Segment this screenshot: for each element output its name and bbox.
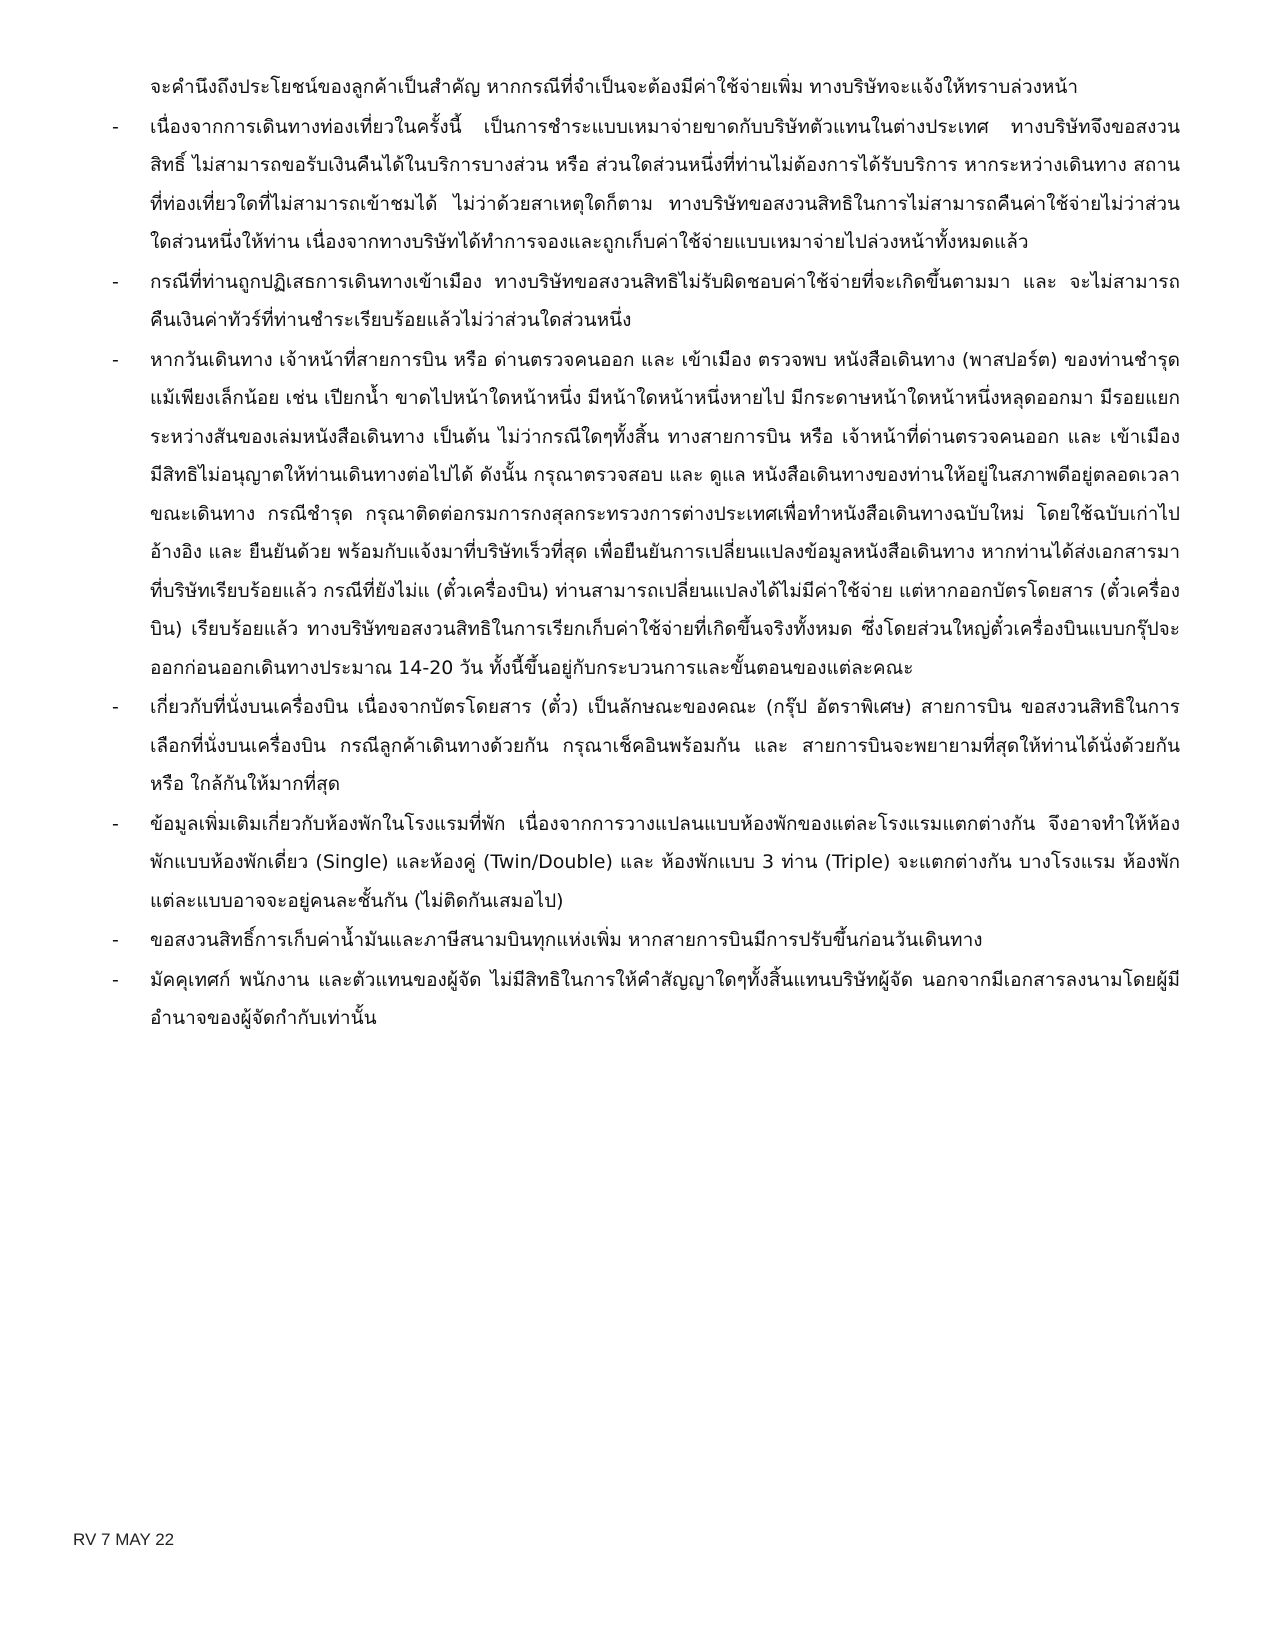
paragraph-text: เกี่ยวกับที่นั่งบนเครื่องบิน เนื่องจากบัตรโดยสาร (ตั๋ว) เป็นลักษณะของคณะ (กรุ๊ป อัตราพิเศษ) สายการบิน ขอสงวนสิทธิในการเลือกที่นั่งบนเครื่องบิน กรณีลูกค้าเดินทางด้วยกัน กรุณาเช็คอินพร้อมกัน และ สายการบินจะพยายามที่สุดให้ท่านได้นั่งด้วยกัน หรือ ใกล้กันให้มากที่สุด: [150, 696, 1180, 795]
list-item-seating: [112, 688, 1180, 804]
paragraph-continuation: [112, 68, 1180, 107]
paragraph-text: มัคคุเทศก์ พนักงาน และตัวแทนของผู้จัด ไม่มีสิทธิในการให้คำสัญญาใดๆทั้งสิ้นแทนบริษัทผู้จัด นอกจากมีเอกสารลงนามโดยผู้มีอำนาจของผู้จัดกำกับเท่านั้น: [150, 968, 1180, 1029]
paragraph-text: ข้อมูลเพิ่มเติมเกี่ยวกับห้องพักในโรงแรมที่พัก เนื่องจากการวางแปลนแบบห้องพักของแต่ละโรงแรมแตกต่างกัน จึงอาจทำให้ห้องพักแบบห้องพักเดี่ยว (Single) และห้องคู่ (Twin/Double) และ ห้องพักแบบ 3 ท่าน (Triple) จะแตกต่างกัน บางโรงแรม ห้องพักแต่ละแบบอาจจะอยู่คนละชั้นกัน (ไม่ติดกันเสมอไป): [150, 812, 1180, 912]
list-item-fuel-tax: [112, 921, 1180, 960]
bullet-dash: -: [112, 348, 119, 371]
list-item-entry-denied: [112, 263, 1180, 340]
bullet-dash: -: [112, 270, 119, 293]
paragraph-text: หากวันเดินทาง เจ้าหน้าที่สายการบิน หรือ ด่านตรวจคนออก และ เข้าเมือง ตรวจพบ หนังสือเดินทาง (พาสปอร์ต) ของท่านชำรุดแม้เพียงเล็กน้อย เช่น เปียกน้ำ ขาดไปหน้าใดหน้าหนึ่ง มีหน้าใดหน้าหนึ่งหายไป มีกระดาษหน้าใดหน้าหนึ่งหลุดออกมา มีรอยแยกระหว่างสันของเล่มหนังสือเดินทาง เป็นต้น ไม่ว่ากรณีใดๆทั้งสิ้น ทางสายการบิน หรือ เจ้าหน้าที่ด่านตรวจคนออก และ เข้าเมือง มีสิทธิไม่อนุญาตให้ท่านเดินทางต่อไปได้ ดังนั้น กรุณาตรวจสอบ และ ดูแล หนังสือเดินทางของท่านให้อยู่ในสภาพดีอยู่ตลอดเวลา ขณะเดินทาง กรณีชำรุด กรุณาติดต่อกรมการกงสุลกระทรวงการต่างประเทศเพื่อทำหนังสือเดินทางฉบับใหม่ โดยใช้ฉบับเก่าไปอ้างอิง และ ยืนยันด้วย พร้อมกับแจ้งมาที่บริษัทเร็วที่สุด เพื่อยืนยันการเปลี่ยนแปลงข้อมูลหนังสือเดินทาง หากท่านได้ส่งเอกสารมาที่บริษัทเรียบร้อยแล้ว กรณีที่ยังไม่แ (ตั๋วเครื่องบิน) ท่านสามารถเปลี่ยนแปลงได้ไม่มีค่าใช้จ่าย แต่หากออกบัตรโดยสาร (ตั๋วเครื่องบิน) เรียบร้อยแล้ว ทางบริษัทขอสงวนสิทธิในการเรียกเก็บค่าใช้จ่ายที่เกิดขึ้นจริงทั้งหมด ซึ่งโดยส่วนใหญ่ตั๋วเครื่องบินแบบกรุ๊ปจะออกก่อนออกเดินทางประมาณ 14-20 วัน ทั้งนี้ขึ้นอยู่กับกระบวนการและขั้นตอนของแต่ละคณะ: [150, 348, 1180, 679]
paragraph-text: ขอสงวนสิทธิ์การเก็บค่าน้ำมันและภาษีสนามบินทุกแห่งเพิ่ม หากสายการบินมีการปรับขึ้นก่อนวันเดินทาง: [150, 929, 983, 951]
revision-footer: RV 7 MAY 22: [73, 1530, 175, 1549]
terms-content: [112, 68, 1180, 1039]
list-item-guide-authority: [112, 961, 1180, 1038]
list-item-hotel-rooms: [112, 805, 1180, 921]
bullet-dash: -: [112, 812, 119, 835]
bullet-dash: -: [112, 968, 119, 991]
bullet-dash: -: [112, 929, 119, 951]
list-item-passport-condition: [112, 341, 1180, 688]
list-item-refund-policy: [112, 108, 1180, 262]
paragraph-text: เนื่องจากการเดินทางท่องเที่ยวในครั้งนี้ เป็นการชำระแบบเหมาจ่ายขาดกับบริษัทตัวแทนในต่างประเทศ ทางบริษัทจึงขอสงวนสิทธิ์ ไม่สามารถขอรับเงินคืนได้ในบริการบางส่วน หรือ ส่วนใดส่วนหนึ่งที่ท่านไม่ต้องการได้รับบริการ หากระหว่างเดินทาง สถานที่ท่องเที่ยวใดที่ไม่สามารถเข้าชมได้ ไม่ว่าด้วยสาเหตุใดก็ตาม ทางบริษัทขอสงวนสิทธิในการไม่สามารถคืนค่าใช้จ่ายไม่ว่าส่วนใดส่วนหนึ่งให้ท่าน เนื่องจากทางบริษัทได้ทำการจองและถูกเก็บค่าใช้จ่ายแบบเหมาจ่ายไปล่วงหน้าทั้งหมดแล้ว: [150, 115, 1180, 253]
bullet-dash: -: [112, 115, 119, 138]
paragraph-text: จะคำนึงถึงประโยชน์ของลูกค้าเป็นสำคัญ หากกรณีที่จำเป็นจะต้องมีค่าใช้จ่ายเพิ่ม ทางบริษัทจะแจ้งให้ทราบล่วงหน้า: [150, 76, 1079, 98]
bullet-dash: -: [112, 696, 119, 718]
paragraph-text: กรณีที่ท่านถูกปฏิเสธการเดินทางเข้าเมือง ทางบริษัทขอสงวนสิทธิไม่รับผิดชอบค่าใช้จ่ายที่จะเกิดขึ้นตามมา และ จะไม่สามารถคืนเงินค่าทัวร์ที่ท่านชำระเรียบร้อยแล้วไม่ว่าส่วนใดส่วนหนึ่ง: [150, 270, 1180, 331]
